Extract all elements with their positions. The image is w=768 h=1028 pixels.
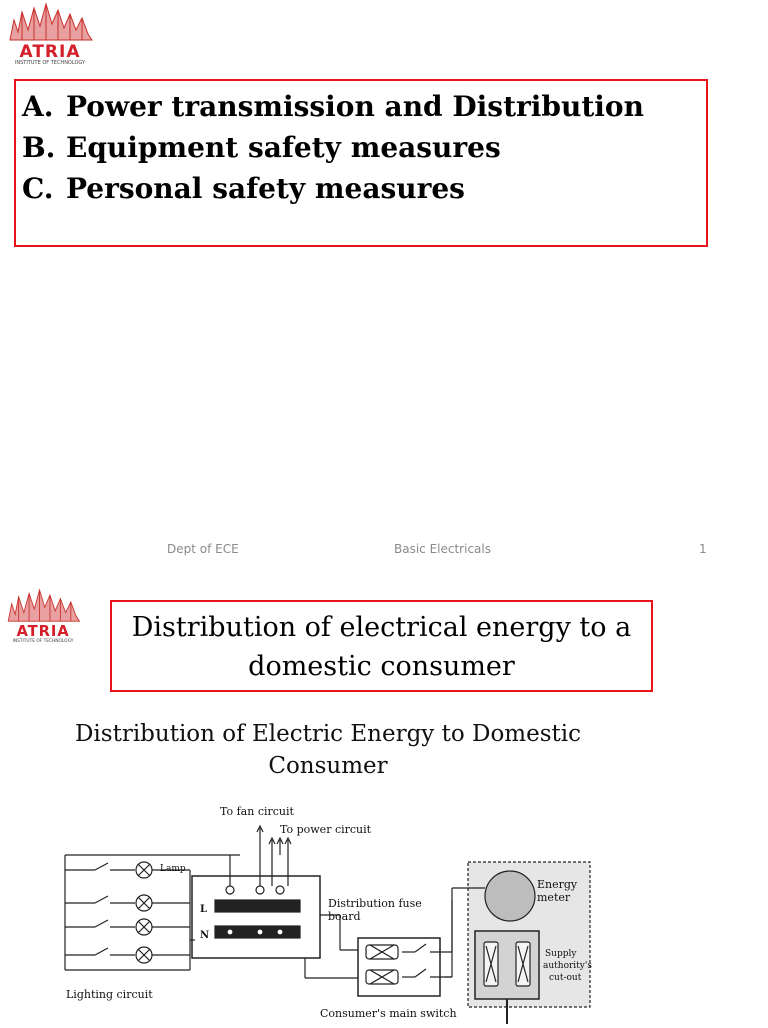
footer-dept: Dept of ECE	[167, 542, 239, 556]
label-fan-circuit: To fan circuit	[220, 805, 294, 818]
figure-title-line-2: Consumer	[268, 753, 388, 779]
agenda-item-c	[22, 168, 644, 209]
label-power-circuit: To power circuit	[280, 823, 372, 836]
agenda-text: Personal safety measures	[66, 172, 465, 205]
label-energy-meter-1: Energy	[537, 878, 578, 891]
logo-subtext: INSTITUTE OF TECHNOLOGY	[12, 639, 74, 644]
figure-title-line-1: Distribution of Electric Energy to Domestic	[74, 721, 582, 747]
agenda-letter: A.	[22, 90, 54, 123]
label-N: N	[200, 930, 210, 941]
slide-title-box	[110, 600, 653, 692]
slide-title-line-2: domestic consumer	[248, 651, 515, 682]
distribution-diagram	[40, 800, 600, 1028]
footer-page-number: 1	[699, 542, 707, 556]
label-fuse-board-2: board	[328, 910, 361, 923]
logo-subtext: INSTITUTE OF TECHNOLOGY	[14, 60, 86, 66]
label-lamp: Lamp	[160, 864, 186, 874]
consumers-main-switch	[358, 938, 440, 996]
label-supply-2: authority's	[543, 961, 592, 971]
atria-logo	[3, 588, 83, 644]
agenda-list	[22, 86, 644, 209]
agenda-letter: C.	[22, 172, 54, 205]
atria-logo	[4, 2, 96, 66]
label-L: L	[200, 904, 208, 915]
logo-text: ATRIA	[16, 623, 70, 640]
label-supply-1: Supply	[545, 949, 577, 959]
label-main-switch: Consumer's main switch	[320, 1007, 457, 1020]
slide-title-line-1: Distribution of electrical energy to a	[131, 612, 632, 643]
figure-title	[28, 718, 628, 782]
logo-text: ATRIA	[19, 42, 81, 62]
label-energy-meter-2: meter	[537, 891, 571, 904]
label-fuse-board-1: Distribution fuse	[328, 897, 422, 910]
agenda-text: Equipment safety measures	[66, 131, 501, 164]
agenda-item-a	[22, 86, 644, 127]
footer-course: Basic Electricals	[394, 542, 491, 556]
agenda-text: Power transmission and Distribution	[66, 90, 644, 123]
agenda-item-b	[22, 127, 644, 168]
energy-meter	[485, 871, 535, 921]
label-lighting-circuit: Lighting circuit	[66, 988, 153, 1001]
agenda-letter: B.	[22, 131, 56, 164]
label-supply-3: cut-out	[549, 973, 582, 983]
